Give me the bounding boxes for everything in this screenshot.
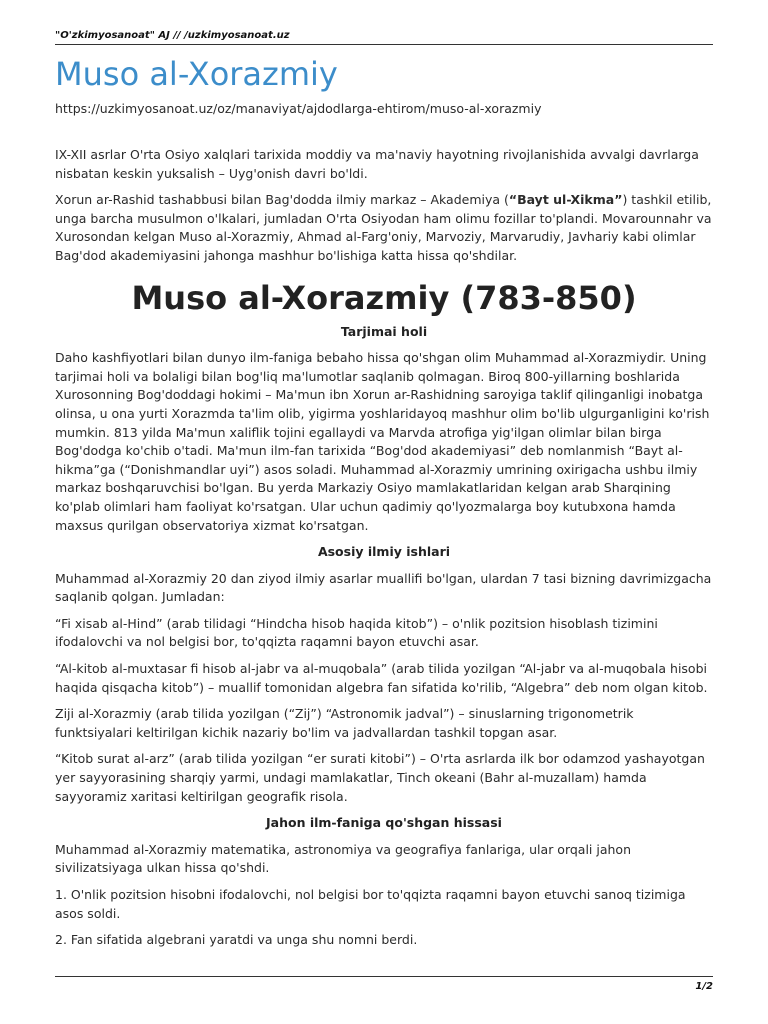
work-item: “Kitob surat al-arz” (arab tilida yozilgan “er surati kitobi”) – O'rta asrlarda ilk bor odamzod yashayotgan yer sayyorasining sharqiy yarmi, undagi mamlakatlar, Tinch okeani (Bahr al-muzallam) hamda sayyoramiz xaritasi keltirilgan geografik risola. — [55, 751, 705, 804]
contribution-heading: Jahon ilm-faniga qo'shgan hissasi — [266, 815, 502, 831]
intro-paragraph-2 — [55, 191, 713, 265]
running-header: "O'zkimyosanoat" AJ // /uzkimyosanoat.uz — [55, 30, 290, 41]
article-url[interactable]: https://uzkimyosanoat.uz/oz/manaviyat/ajdodlarga-ehtirom/muso-al-xorazmiy — [55, 101, 542, 116]
intro-paragraph-2-start: Xorun ar-Rashid tashabbusi bilan Bag'dodda ilmiy markaz – Akademiya ( — [55, 192, 509, 208]
footer-divider — [55, 976, 713, 977]
work-item: “Fi xisab al-Hind” (arab tilidagi “Hindcha hisob haqida kitob”) – o'nlik pozitsion hisoblash tizimini ifodalovchi va nol belgisi bor, to'qqizta raqamni bayon etuvchi asar. — [55, 615, 658, 650]
bayt-ul-xikma-emphasis: “Bayt ul-Xikma” — [508, 192, 623, 208]
biography-paragraph: Daho kashfiyotlari bilan dunyo ilm-faniga bebaho hissa qo'shgan olim Muhammad al-Xorazmiydir. Uning tarjimai holi va bolaligi bilan bog'liq ma'lumotlar saqlanib qolmagan. Biroq 800-yillarning boshlarida Xurosonning Bog'doddagi hokimi – Ma'mun ibn Xorun ar-Rashidning saroyiga taklif qilinganligi inobatga olinsa, u ona yurti Xorazmda ta'lim olib, yigirma yoshlaridayoq mashhur olim bo'lib ulgurganligini ko'rish mumkin. 813 yilda Ma'mun xaliflik tojini egallaydi va Marvda atrofiga yig'ilgan olimlar bilan birga Bog'dodga ko'chib o'tadi. Ma'mun ilm-fan tarixida “Bog'dod akademiyasi” deb nomlanmish “Bayt al-hikma”ga (“Donishmandlar uyi”) asos soladi. Muhammad al-Xorazmiy umrining oxirigacha ushbu ilmiy markaz boshqaruvchisi bo'lgan. Bu yerda Markaziy Osiyo mamlakatlaridan kelgan arab Sharqining ko'plab olimlari ham faoliyat ko'rsatgan. Ular uchun qadimiy qo'lyozmalarga boy kutubxona hamda maxsus qurilgan observatoriya xizmat ko'rsatgan. — [55, 350, 710, 533]
intro-paragraph-1: IX-XII asrlar O'rta Osiyo xalqlari tarixida moddiy va ma'naviy hayotning rivojlanishida avvalgi davrlarga nisbatan keskin yuksalish – Uyg'onish davri bo'ldi. — [55, 147, 699, 181]
intro-paragraph-2-end: ) tashkil etilib, unga barcha musulmon o'lkalari, jumladan O'rta Osiyodan ham olimu fozillar to'plandi. Movarounnahr va Xurosondan kelgan Muso al-Xorazmiy, Ahmad al-Farg'oniy, Marvoziy, Marvarudiy, Javhariy kabi olimlar Bag'dod akademiyasini jahonga mashhur bo'lishiga katta hissa qo'shdilar. — [55, 192, 712, 263]
work-item: “Al-kitob al-muxtasar fi hisob al-jabr va al-muqobala” (arab tilida yozilgan “Al-jabr va al-muqobala hisobi haqida qisqacha kitob”) – muallif tomonidan algebra fan sifatida ko'rilib, “Algebra” deb nom olgan kitob. — [55, 661, 708, 695]
main-heading: Muso al-Xorazmiy (783-850) — [131, 278, 637, 317]
contribution-item: 1. O'nlik pozitsion hisobni ifodalovchi, nol belgisi bor to'qqizta raqamni bayon etuvchi sanoq tizimiga asos soldi. — [55, 887, 686, 921]
page-number: 1/2 — [695, 981, 713, 992]
article-body — [55, 146, 713, 958]
article-title: Muso al-Xorazmiy — [55, 55, 338, 93]
contribution-item: 2. Fan sifatida algebrani yaratdi va unga shu nomni berdi. — [55, 932, 418, 948]
header-divider — [55, 44, 713, 45]
document-page — [55, 0, 713, 1024]
works-heading: Asosiy ilmiy ishlari — [317, 544, 451, 560]
biography-heading: Tarjimai holi — [340, 323, 428, 339]
work-item: Ziji al-Xorazmiy (arab tilida yozilgan (“Zij”) “Astronomik jadval”) – sinuslarning trigonometrik funktsiyalari keltirilgan kichik nazariy bo'lim va jadvallardan tashkil topgan asar. — [55, 706, 634, 740]
works-intro: Muhammad al-Xorazmiy 20 dan ziyod ilmiy asarlar muallifi bo'lgan, ulardan 7 tasi bizning davrimizgacha saqlanib qolgan. Jumladan: — [55, 570, 712, 605]
contribution-intro: Muhammad al-Xorazmiy matematika, astronomiya va geografiya fanlariga, ular orqali jahon sivilizatsiyaga ulkan hissa qo'shdi. — [55, 841, 632, 876]
